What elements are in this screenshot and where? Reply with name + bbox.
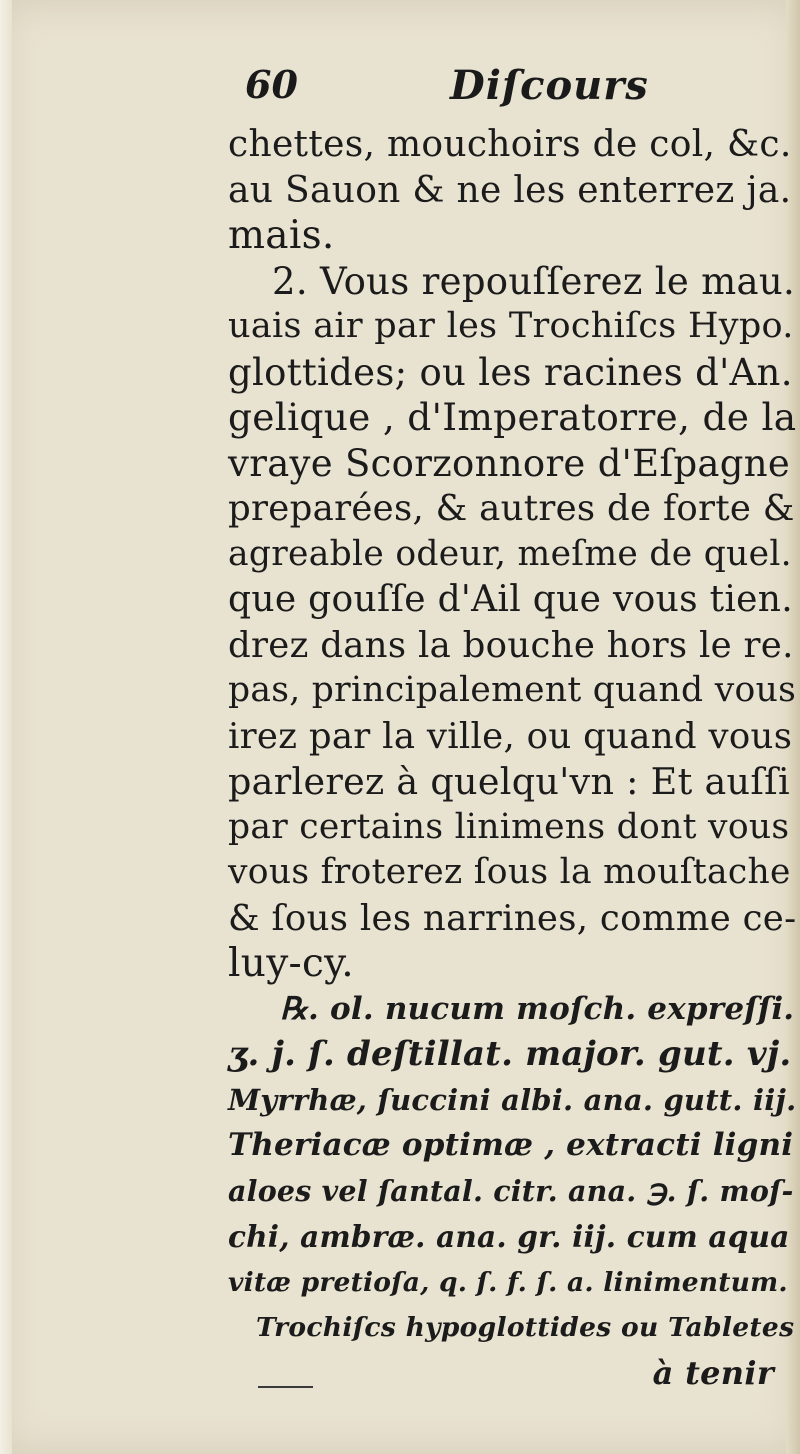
text-line-16: par certains linimens dont vous xyxy=(228,806,790,847)
recipe-line-2: ʒ. j. ſ. deſtillat. major. gut. vj. xyxy=(228,1034,792,1074)
text-line-7: gelique , d'Imperatorre, de la xyxy=(228,395,797,439)
recipe-line-4: Theriacæ optimæ , extracti ligni xyxy=(228,1127,794,1163)
page-number: 60 xyxy=(245,62,298,107)
text-line-5: uais air par les Trochiſcs Hypo. xyxy=(228,306,794,346)
text-line-17: vous froterez ſous la mouſtache xyxy=(228,852,791,892)
recipe-line-5: aloes vel ſantal. citr. ana. ℈. ſ. moſ- xyxy=(228,1173,794,1208)
text-line-2: au Sauon & ne les enterrez ja. xyxy=(228,169,792,211)
text-line-11: que gouſſe d'Ail que vous tien. xyxy=(228,579,793,620)
recipe-line-6: chi, ambræ. ana. gr. iij. cum aqua xyxy=(228,1219,790,1254)
text-line-14: irez par la ville, ou quand vous xyxy=(228,715,793,757)
running-head: Diſcours xyxy=(450,62,649,109)
page-left-edge xyxy=(0,0,12,1454)
recipe-line-1: ℞. ol. nucum moſch. expreſſi. xyxy=(280,990,795,1027)
body-text xyxy=(228,122,796,1396)
catchword: à tenir xyxy=(652,1353,774,1392)
text-line-19: luy-cy. xyxy=(228,941,354,986)
text-line-4: 2. Vous repouſſerez le mau. xyxy=(272,259,796,303)
text-line-1: chettes, mouchoirs de col, &c. xyxy=(228,124,792,165)
text-line-6: glottides; ou les racines d'An. xyxy=(228,350,793,394)
text-line-13: pas, principalement quand vous xyxy=(228,670,797,710)
text-line-15: parlerez à quelqu'vn : Et auſſi xyxy=(228,760,790,803)
recipe-line-3: Myrrhæ, ſuccini albi. ana. gutt. iij. xyxy=(228,1082,797,1117)
recipe-line-7: vitæ pretioſa, q. ſ. f. ſ. a. linimentum. xyxy=(228,1266,788,1298)
text-line-18: & ſous les narrines, comme ce- xyxy=(228,897,797,939)
underline-mark xyxy=(258,1386,313,1388)
page-header xyxy=(245,62,745,122)
text-line-10: agreable odeur, meſme de quel. xyxy=(228,533,792,574)
subsection-title: Trochiſcs hypoglottides ou Tabletes xyxy=(256,1312,795,1343)
text-line-8: vraye Scorzonnore d'Eſpagne xyxy=(228,441,791,485)
text-line-9: preparées, & autres de forte & xyxy=(228,488,795,529)
text-line-3: mais. xyxy=(228,213,335,258)
text-line-12: drez dans la bouche hors le re. xyxy=(228,624,794,666)
